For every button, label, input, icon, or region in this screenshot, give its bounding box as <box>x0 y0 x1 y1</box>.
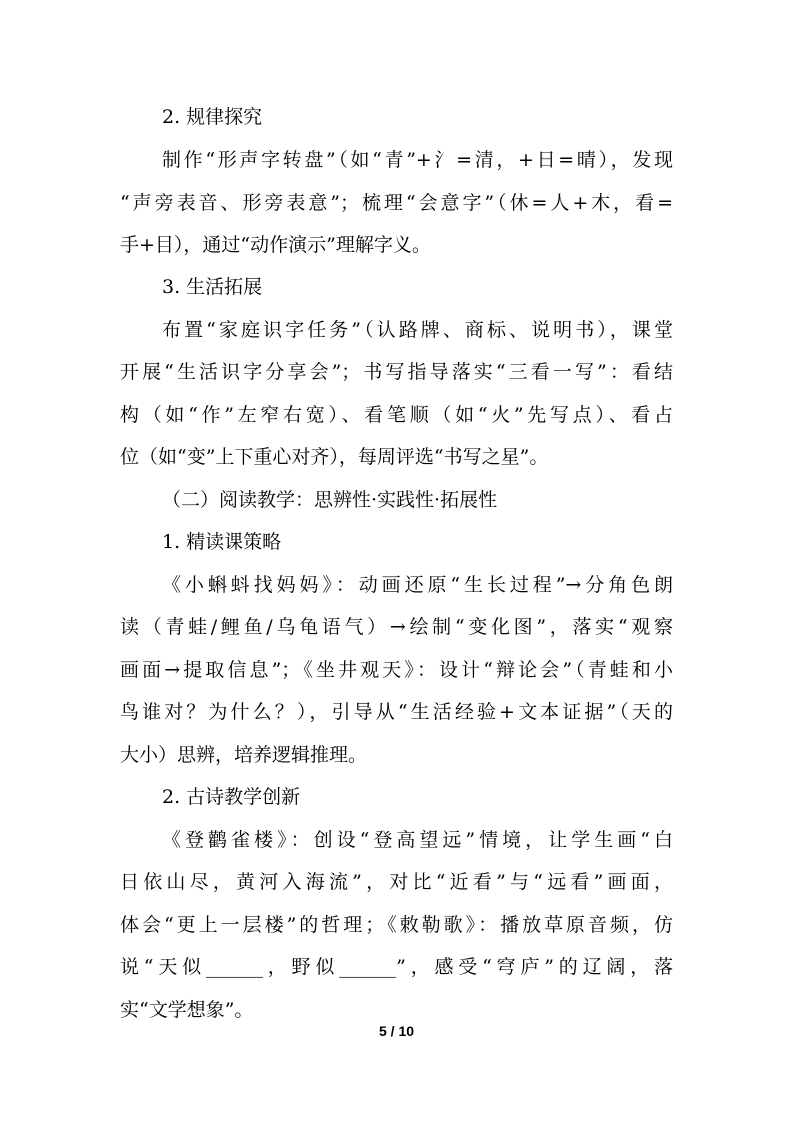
section-heading-life-extension: 3. 生活拓展 <box>162 276 263 298</box>
paragraph-line: 布置“家庭识字任务”（认路牌、商标、说明书），课堂 <box>162 319 673 341</box>
paragraph-line: 《登鹳雀楼》：创设“登高望远”情境，让学生画“白 <box>162 829 673 851</box>
paragraph-line: 制作“形声字转盘”（如“青”+氵=清，+日=晴），发现 <box>162 149 673 171</box>
part-heading-reading-teaching: （二）阅读教学：思辨性·实践性·拓展性 <box>162 489 498 511</box>
paragraph-line: 日依山尽，黄河入海流”，对比“近看”与“远看”画面， <box>120 871 673 893</box>
paragraph-line: 大小）思辨，培养逻辑推理。 <box>120 744 368 766</box>
section-heading-rule-exploration: 2. 规律探究 <box>162 106 263 128</box>
paragraph-line: 读（青蛙/鲤鱼/乌龟语气）→绘制“变化图”，落实“观察 <box>120 616 673 638</box>
paragraph-line: 《小蝌蚪找妈妈》：动画还原“生长过程”→分角色朗 <box>162 574 673 596</box>
paragraph-line: “声旁表音、形旁表意”；梳理“会意字”（休=人+木，看= <box>120 192 673 214</box>
paragraph-line: 鸟谁对？为什么？），引导从“生活经验+文本证据”（天的 <box>120 701 673 723</box>
paragraph-line: 手+目），通过“动作演示”理解字义。 <box>120 234 431 256</box>
page-number: 5 / 10 <box>378 1023 415 1039</box>
paragraph-line: 说“天似______，野似______”，感受“穹庐”的辽阔，落 <box>120 956 673 978</box>
paragraph-line: 构（如“作”左窄右宽）、看笔顺（如“火”先写点）、看占 <box>120 404 673 426</box>
section-heading-ancient-poetry: 2. 古诗教学创新 <box>162 786 301 808</box>
paragraph-line: 体会“更上一层楼”的哲理；《敕勒歌》：播放草原音频，仿 <box>120 914 673 936</box>
paragraph-line: 位（如“变”上下重心对齐），每周评选“书写之星”。 <box>120 446 549 468</box>
paragraph-line: 实“文学想象”。 <box>120 999 254 1021</box>
paragraph-line: 画面→提取信息”；《坐井观天》：设计“辩论会”（青蛙和小 <box>120 659 673 681</box>
section-heading-intensive-reading: 1. 精读课策略 <box>162 531 282 553</box>
paragraph-line: 开展“生活识字分享会”；书写指导落实“三看一写”：看结 <box>120 361 673 383</box>
